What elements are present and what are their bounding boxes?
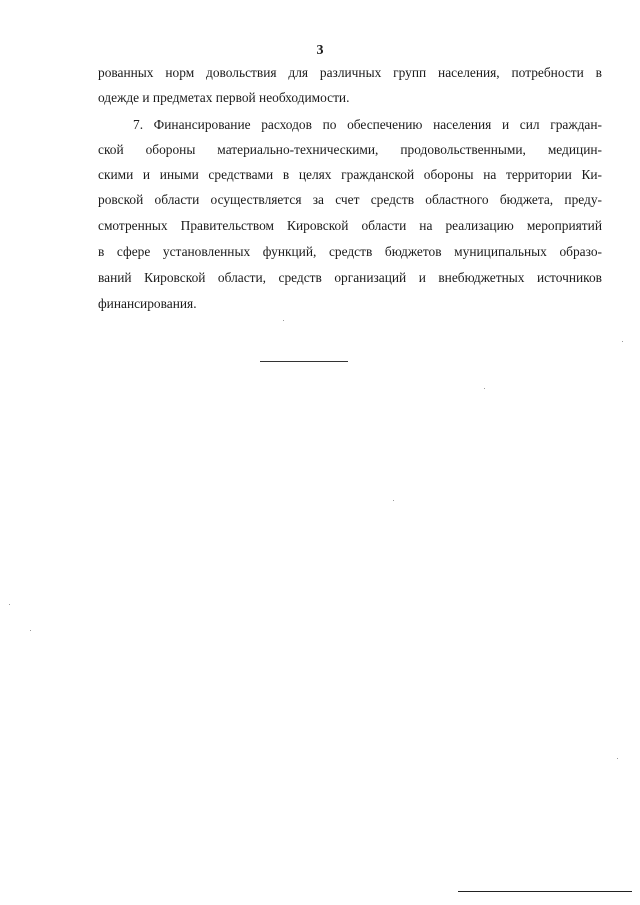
paragraph-2-line-1: 7. Финансирование расходов по обеспечению населения и сил граждан- [133,117,602,132]
paragraph-2-line-6: в сфере установленных функций, средств бюджетов муниципальных образо- [98,244,602,259]
scan-speck [393,500,394,501]
bottom-corner-rule [458,891,632,892]
page-number: 3 [316,43,324,58]
paragraph-2-line-5: смотренных Правительством Кировской области на реализацию мероприятий [98,218,602,233]
paragraph-1-line-1: рованных норм довольствия для различных групп населения, потребности в [98,65,602,80]
end-separator-line [260,361,348,362]
paragraph-1-line-2: одежде и предметах первой необходимости. [98,90,350,105]
paragraph-2-line-3: скими и иными средствами в целях гражданской обороны на территории Ки- [98,167,602,182]
scan-speck [283,320,284,321]
paragraph-2-line-8: финансирования. [98,296,197,311]
scan-speck [484,388,485,389]
paragraph-2-line-2: ской обороны материально-техническими, продовольственными, медицин- [98,142,602,157]
scan-speck [9,604,10,605]
paragraph-2-line-4: ровской области осуществляется за счет средств областного бюджета, преду- [98,192,602,207]
scan-speck [30,630,31,631]
scan-speck [622,341,623,342]
scan-speck [617,758,618,759]
paragraph-2-line-7: ваний Кировской области, средств организаций и внебюджетных источников [98,270,602,285]
